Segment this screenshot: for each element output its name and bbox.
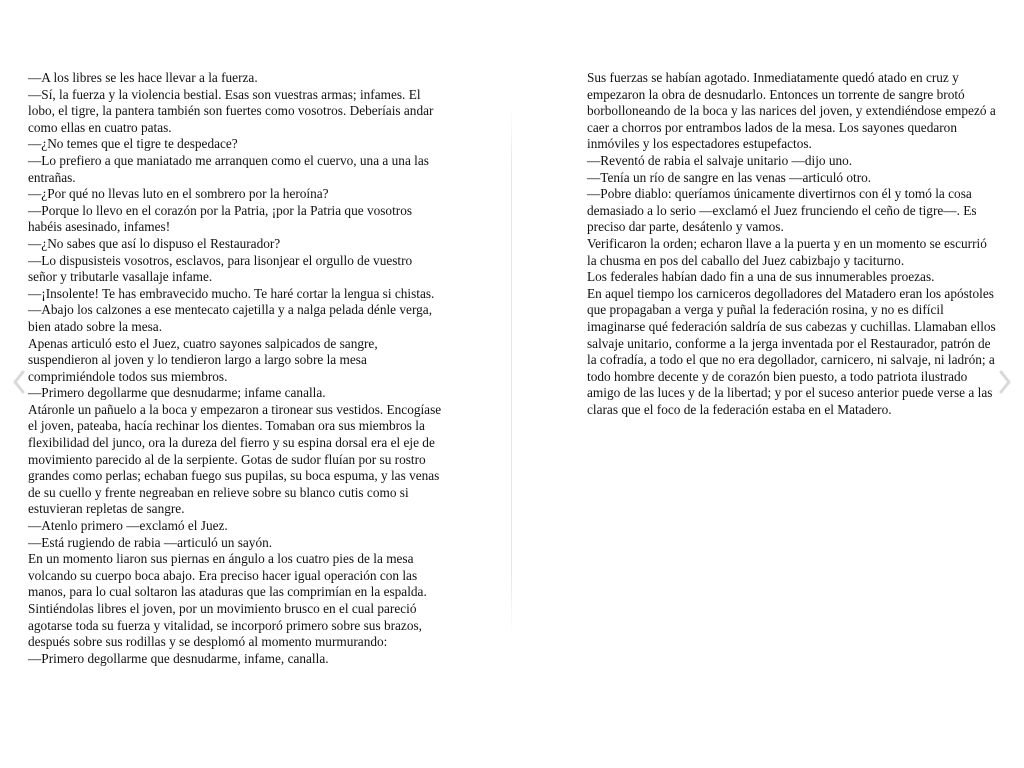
left-paragraph: —Porque lo llevo en el corazón por la Patria, ¡por la Patria que vosotros habéis asesinado, infames! — [28, 202, 413, 235]
left-paragraph: —¿No sabes que así lo dispuso el Restaurador? — [28, 235, 281, 251]
right-paragraph: Los federales habían dado fin a una de sus innumerables proezas. — [587, 269, 935, 285]
right-paragraph: —Tenía un río de sangre en las venas —articuló otro. — [587, 169, 872, 185]
previous-page-button[interactable] — [8, 366, 30, 398]
next-page-button[interactable] — [994, 366, 1016, 398]
left-paragraph: —Primero degollarme que desnudarme, infame, canalla. — [28, 650, 329, 666]
left-paragraph: —Abajo los calzones a ese mentecato cajetilla y a nalga pelada dénle verga, bien atado sobre la mesa. — [28, 302, 433, 334]
left-paragraph: —Lo dispusisteis vosotros, esclavos, para lisonjear el orgullo de vuestro señor y tributarle vasallaje infame. — [28, 252, 413, 285]
left-paragraph: —Está rugiendo de rabia —articuló un sayón. — [28, 534, 273, 550]
left-paragraph: —Lo prefiero a que maniatado me arranquen como el cuervo, una a una las entrañas. — [28, 152, 429, 185]
right-paragraph: En aquel tiempo los carniceros degolladores del Matadero eran los apóstoles que propagaban a verga y puñal la federación rosina, y no es difícil imaginarse qué federación saldría de sus cabezas y cuchillas. Llamaban ellos salvaje unitario, conforme a la jerga inventada por el Restaurador, patrón de la cofradía, a todo el que no era degollador, carnicero, ni salvaje, ni ladrón; a todo hombre decente y de corazón bien puesto, a todo patriota ilustrado amigo de las luces y de la libertad; y por el suceso anterior puede verse a las claras que el foco de la federación estaba en el Matadero. — [587, 285, 996, 417]
right-page — [587, 70, 999, 418]
page-gutter-divider — [511, 105, 512, 637]
chevron-left-icon — [12, 369, 26, 395]
left-page — [28, 70, 443, 667]
chevron-right-icon — [998, 369, 1012, 395]
left-paragraph: Apenas articuló esto el Juez, cuatro sayones salpicados de sangre, suspendieron al joven y lo tendieron largo a largo sobre la mesa comprimiéndole todos sus miembros. — [28, 335, 378, 384]
right-paragraph: Sus fuerzas se habían agotado. Inmediatamente quedó atado en cruz y empezaron la obra de desnudarlo. Entonces un torrente de sangre brotó borbolloneando de la boca y las narices del joven, y extendiéndose empezó a caer a chorros por entrambos lados de la mesa. Los sayones quedaron inmóviles y los espectadores estupefactos. — [587, 70, 996, 152]
right-paragraph: —Pobre diablo: queríamos únicamente divertirnos con él y tomó la cosa demasiado a lo serio —exclamó el Juez frunciendo el ceño de tigre—. Es preciso dar parte, desátenlo y vamos. — [587, 186, 977, 235]
right-paragraph: —Reventó de rabia el salvaje unitario —dijo uno. — [587, 152, 853, 168]
left-paragraph: —Atenlo primero —exclamó el Juez. — [28, 518, 228, 534]
left-paragraph: —¿No temes que el tigre te despedace? — [28, 136, 238, 152]
right-paragraph: Verificaron la orden; echaron llave a la puerta y en un momento se escurrió la chusma en pos del caballo del Juez cabizbajo y taciturno. — [587, 235, 987, 268]
left-paragraph: —¿Por qué no llevas luto en el sombrero por la heroína? — [28, 186, 329, 202]
left-paragraph: —¡Insolente! Te has embravecido mucho. Te haré cortar la lengua si chistas. — [28, 285, 435, 301]
left-paragraph: —Sí, la fuerza y la violencia bestial. Esas son vuestras armas; infames. El lobo, el tigre, la pantera también son fuertes como vosotros. Deberíais andar como ellas en cuatro patas. — [28, 86, 434, 135]
left-paragraph: En un momento liaron sus piernas en ángulo a los cuatro pies de la mesa volcando su cuerpo boca abajo. Era preciso hacer igual operación con las manos, para lo cual soltaron las ataduras que las comprimían en la espalda. Sintiéndolas libres el joven, por un movimiento brusco en el cual pareció agotarse toda su fuerza y vitalidad, se incorporó primero sobre sus brazos, después sobre sus rodillas y se desplomó al momento murmurando: — [28, 551, 427, 650]
left-paragraph: —A los libres se les hace llevar a la fuerza. — [28, 70, 258, 85]
left-paragraph: —Primero degollarme que desnudarme; infame canalla. — [28, 385, 326, 401]
left-paragraph: Atáronle un pañuelo a la boca y empezaron a tironear sus vestidos. Encogíase el joven, pateaba, hacía rechinar los dientes. Tomaban ora sus miembros la flexibilidad del junco, ora la dureza del fierro y su espina dorsal era el eje de movimiento parecido al de la serpiente. Gotas de sudor fluían por su rostro grandes como perlas; echaban fuego sus pupilas, su boca espuma, y las venas de su cuello y frente negreaban en relieve sobre su blanco cutis como si estuvieran repletas de sangre. — [28, 401, 442, 517]
